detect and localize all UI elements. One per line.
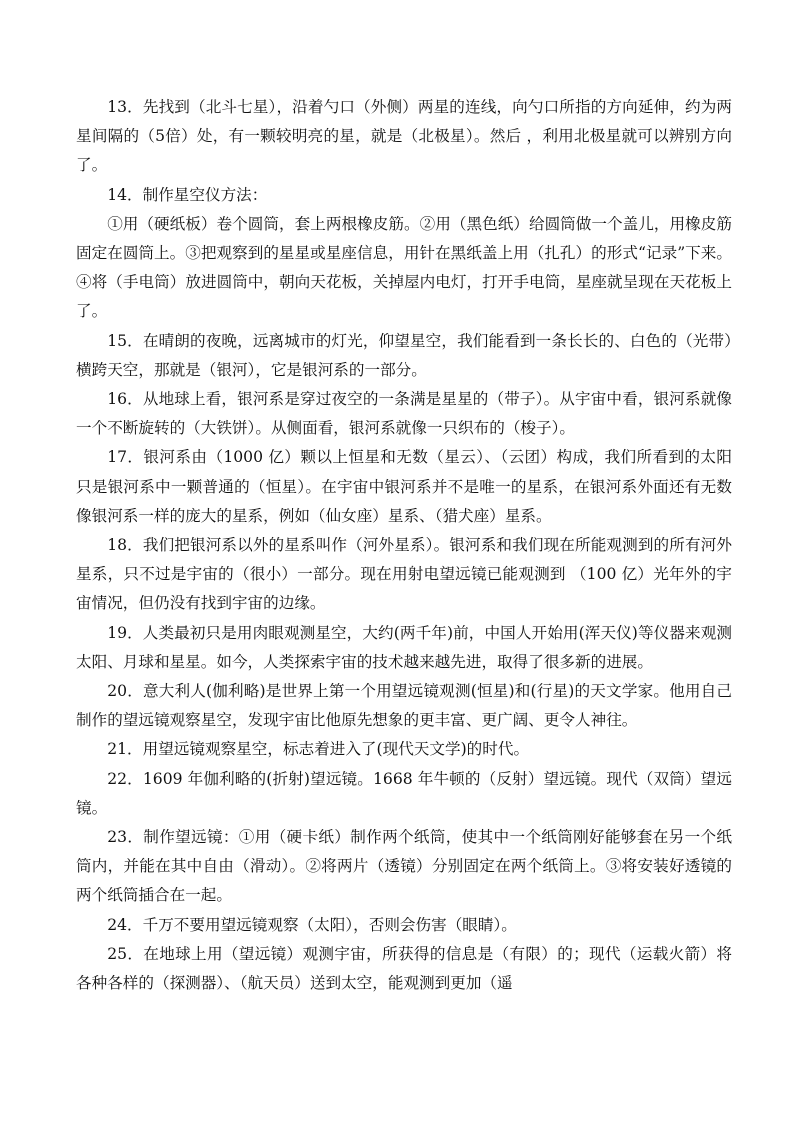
paragraph-13: 13．先找到（北斗七星），沿着勺口（外侧）两星的连线，向勺口所指的方向延伸，约为两星间隔的（5倍）处，有一颗较明亮的星，就是（北极星）。然后 ，利用北极星就可以辨别方向了。 (76, 98, 732, 175)
paragraph-23: 23．制作望远镜：①用（硬卡纸）制作两个纸筒，使其中一个纸筒刚好能够套在另一个纸筒内，并能在其中自由（滑动）。②将两片（透镜）分别固定在两个纸筒上。③将安装好透镜的两个纸筒插合在一起。 (76, 828, 732, 905)
paragraph-19: 19．人类最初只是用肉眼观测星空，大约(两千年)前，中国人开始用(浑天仪)等仪器来观测太阳、月球和星星。如今，人类探索宇宙的技术越来越先进，取得了很多新的进展。 (76, 623, 732, 671)
paragraph-14-steps: ①用（硬纸板）卷个圆筒，套上两根橡皮筋。②用（黑色纸）给圆筒做一个盖儿，用橡皮筋固定在圆筒上。③把观察到的星星或星座信息，用针在黑纸盖上用（扎孔）的形式“记录”下来。④将（手电筒）放进圆筒中，朝向天花板，关掉屋内电灯，打开手电筒，星座就呈现在天花板上了。 (76, 214, 732, 321)
paragraph-22: 22．1609 年伽利略的(折射)望远镜。1668 年牛顿的（反射）望远镜。现代（双筒）望远镜。 (76, 769, 732, 817)
paragraph-25: 25．在地球上用（望远镜）观测宇宙，所获得的信息是（有限）的；现代（运载火箭）将各种各样的（探测器）、（航天员）送到太空，能观测到更加（遥 (76, 944, 732, 993)
paragraph-15: 15．在晴朗的夜晚，远离城市的灯光，仰望星空，我们能看到一条长长的、白色的（光带）横跨天空，那就是（银河），它是银河系的一部分。 (76, 331, 732, 379)
paragraph-21: 21．用望远镜观察星空，标志着进入了(现代天文学)的时代。 (107, 740, 530, 759)
paragraph-20: 20．意大利人(伽利略)是世界上第一个用望远镜观测(恒星)和(行星)的天文学家。他用自己制作的望远镜观察星空，发现宇宙比他原先想象的更丰富、更广阔、更令人神往。 (76, 682, 732, 730)
paragraph-14: 14．制作星空仪方法： (107, 185, 268, 204)
document-page (76, 93, 732, 998)
paragraph-16: 16．从地球上看，银河系是穿过夜空的一条满是星星的（带子）。从宇宙中看，银河系就像一个不断旋转的（大铁饼）。从侧面看，银河系就像一只织布的（梭子）。 (76, 390, 732, 438)
paragraph-24: 24．千万不要用望远镜观察（太阳），否则会伤害（眼睛）。 (107, 915, 517, 934)
paragraph-17: 17．银河系由（1000 亿）颗以上恒星和无数（星云）、（云团）构成，我们所看到的太阳只是银河系中一颗普通的（恒星）。在宇宙中银河系并不是唯一的星系，在银河系外面还有无数像银河系一样的庞大的星系，例如（仙女座）星系、（猎犬座）星系。 (76, 448, 732, 525)
paragraph-18: 18．我们把银河系以外的星系叫作（河外星系）。银河系和我们现在所能观测到的所有河外星系，只不过是宇宙的（很小）一部分。现在用射电望远镜已能观测到 （100 亿）光年外的宇宙情况，但仍没有找到宇宙的边缘。 (76, 536, 732, 613)
